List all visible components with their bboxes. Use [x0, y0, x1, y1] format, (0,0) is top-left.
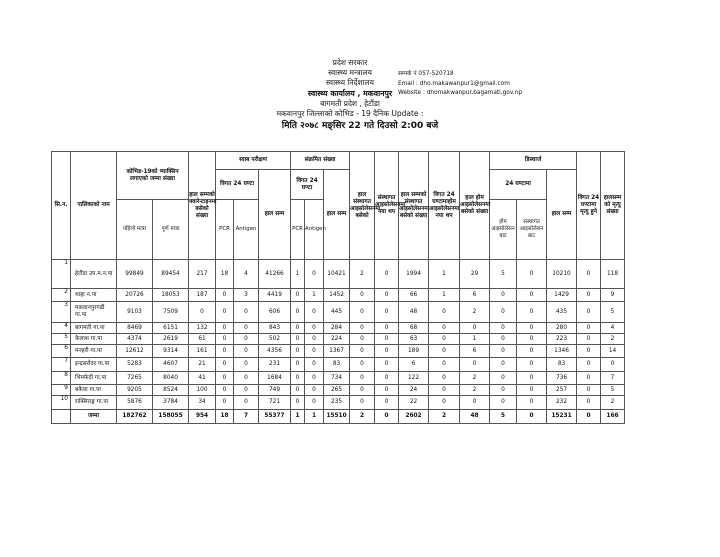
- row-cell: 0: [375, 260, 399, 289]
- row-cell: 0: [490, 358, 517, 372]
- row-sn: 6: [52, 345, 71, 358]
- row-cell: 0: [517, 385, 547, 396]
- row-cell: 0: [291, 372, 305, 385]
- header-discharge-home: होम आइसोलेसन बाट: [490, 200, 517, 260]
- row-cell: 83: [547, 358, 577, 372]
- row-municipality-name: राक्सिराङ्ग गा.पा: [71, 396, 117, 410]
- row-cell: 0: [577, 289, 601, 302]
- table-row: [52, 396, 625, 410]
- total-cell: 1: [291, 410, 305, 424]
- row-cell: 0: [577, 323, 601, 334]
- row-cell: 14: [601, 345, 625, 358]
- row-cell: 0: [234, 334, 259, 345]
- row-cell: 3784: [153, 396, 189, 410]
- row-cell: 0: [577, 334, 601, 345]
- row-cell: 61: [189, 334, 216, 345]
- row-cell: 6151: [153, 323, 189, 334]
- header-line-2: स्वास्थ्य मन्त्रालय: [328, 68, 372, 78]
- total-row: [52, 410, 625, 424]
- row-cell: 0: [305, 396, 324, 410]
- total-cell: 0: [517, 410, 547, 424]
- row-cell: 100: [189, 385, 216, 396]
- row-cell: 843: [259, 323, 291, 334]
- total-sn-blank: [52, 410, 71, 424]
- header-home-isolation: हाल सम्मको संस्थागत आइसोलेसनमा बसेको संख्या: [399, 152, 429, 260]
- header-infected-total: हाल सम्म: [324, 170, 350, 260]
- row-cell: 224: [324, 334, 350, 345]
- header-home-iso-current: हाल होम आइसोलेसनमा बसेको संख्या: [460, 152, 490, 260]
- total-cell: 2: [429, 410, 460, 424]
- row-sn: 1: [52, 260, 71, 289]
- table-row: [52, 358, 625, 372]
- row-cell: 2: [601, 396, 625, 410]
- row-cell: 0: [234, 358, 259, 372]
- row-cell: 502: [259, 334, 291, 345]
- row-cell: 0: [350, 289, 375, 302]
- row-cell: 8469: [117, 323, 153, 334]
- row-cell: 0: [429, 396, 460, 410]
- row-cell: 9103: [117, 302, 153, 323]
- total-cell: 158055: [153, 410, 189, 424]
- row-cell: 0: [234, 396, 259, 410]
- row-cell: 223: [547, 334, 577, 345]
- header-line-6: मकवानपुर जिल्लाको कोभिड - 19 दैनिक Update :: [276, 109, 424, 119]
- row-cell: 606: [259, 302, 291, 323]
- row-cell: 0: [234, 323, 259, 334]
- row-cell: 0: [350, 302, 375, 323]
- total-cell: 0: [577, 410, 601, 424]
- header-line-1: प्रदेश सरकार: [332, 58, 368, 67]
- row-cell: 0: [490, 372, 517, 385]
- row-cell: 5: [601, 385, 625, 396]
- row-cell: 0: [216, 289, 234, 302]
- row-municipality-name: मनहरी गा.पा: [71, 345, 117, 358]
- row-cell: 7: [601, 372, 625, 385]
- row-cell: 0: [375, 323, 399, 334]
- row-cell: 0: [305, 345, 324, 358]
- contact-phone: सम्पर्क नं 057-520718: [398, 71, 454, 77]
- row-cell: 0: [577, 302, 601, 323]
- row-cell: 0: [305, 302, 324, 323]
- row-cell: 435: [547, 302, 577, 323]
- row-cell: 2619: [153, 334, 189, 345]
- row-cell: 1: [460, 334, 490, 345]
- row-cell: 132: [189, 323, 216, 334]
- row-cell: 9314: [153, 345, 189, 358]
- row-cell: 118: [601, 260, 625, 289]
- row-cell: 0: [490, 334, 517, 345]
- row-cell: 0: [216, 345, 234, 358]
- row-cell: 0: [460, 358, 490, 372]
- row-cell: 0: [350, 385, 375, 396]
- header-inst-isolation-new: संस्थागत आइसोलेसनमा नया थप: [375, 152, 399, 260]
- header-line-4: स्वास्थ्य कार्यालय , मकवानपुर: [307, 88, 393, 98]
- total-cell: 55377: [259, 410, 291, 424]
- row-cell: 0: [517, 323, 547, 334]
- row-municipality-name: कैलाश गा.पा: [71, 334, 117, 345]
- row-cell: 0: [577, 358, 601, 372]
- row-cell: 0: [429, 345, 460, 358]
- row-cell: 1684: [259, 372, 291, 385]
- row-cell: 9: [601, 289, 625, 302]
- row-cell: 1: [291, 260, 305, 289]
- row-cell: 2: [460, 372, 490, 385]
- row-municipality-name: बकैया गा.पा: [71, 385, 117, 396]
- total-cell: 954: [189, 410, 216, 424]
- row-cell: 0: [305, 323, 324, 334]
- header-discharge-24: 24 घण्टामा: [490, 170, 547, 200]
- row-cell: 1994: [399, 260, 429, 289]
- header-name: पालिकाको नाम: [71, 152, 117, 260]
- row-cell: 0: [375, 345, 399, 358]
- covid-update-table: [51, 151, 625, 424]
- total-cell: 182762: [117, 410, 153, 424]
- row-cell: 4419: [259, 289, 291, 302]
- table-row: [52, 323, 625, 334]
- header-discharge-inst: संस्थागत आइसोलेसन बाट: [517, 200, 547, 260]
- row-cell: 0: [517, 289, 547, 302]
- row-cell: 0: [216, 302, 234, 323]
- row-cell: 0: [216, 358, 234, 372]
- row-cell: 18053: [153, 289, 189, 302]
- row-cell: 7265: [117, 372, 153, 385]
- header-swab-antigen: Antigen: [234, 200, 259, 260]
- row-cell: 0: [517, 302, 547, 323]
- header-quarantine: हाल सम्मको क्वारेन्टाइनमा बसेको संख्या: [189, 152, 216, 260]
- contact-email: Email : dho.makawanpur1@gmail.com: [398, 80, 510, 87]
- row-cell: 0: [375, 358, 399, 372]
- row-cell: 0: [350, 345, 375, 358]
- row-cell: 4374: [117, 334, 153, 345]
- row-cell: 34: [189, 396, 216, 410]
- row-cell: 0: [234, 372, 259, 385]
- header-first-dose: पहिलो मात्रा: [117, 200, 153, 260]
- row-cell: 0: [375, 372, 399, 385]
- total-cell: 18: [216, 410, 234, 424]
- row-cell: 445: [324, 302, 350, 323]
- row-cell: 5: [601, 302, 625, 323]
- total-cell: 0: [375, 410, 399, 424]
- contact-website: Website : dhomakwanpur.bagamati.gov.np: [398, 90, 523, 97]
- row-cell: 0: [375, 385, 399, 396]
- row-cell: 0: [291, 358, 305, 372]
- total-cell: 2: [350, 410, 375, 424]
- header-vaccine: कोभिड-19को भ्याक्सिन लगाएको जम्मा संख्या: [117, 152, 189, 200]
- row-cell: 235: [324, 396, 350, 410]
- row-municipality-name: मकवानपुरगढी गा.पा: [71, 302, 117, 323]
- table-row: [52, 334, 625, 345]
- row-cell: 0: [350, 396, 375, 410]
- row-cell: 4607: [153, 358, 189, 372]
- row-sn: 2: [52, 289, 71, 302]
- row-cell: 83: [324, 358, 350, 372]
- header-deaths-24: विगत 24 घण्टामा मृत्यु हुने: [577, 152, 601, 260]
- row-cell: 736: [547, 372, 577, 385]
- row-cell: 0: [291, 385, 305, 396]
- row-sn: 10: [52, 396, 71, 410]
- row-cell: 265: [324, 385, 350, 396]
- row-cell: 5: [490, 260, 517, 289]
- row-municipality-name: थाहा न.पा: [71, 289, 117, 302]
- row-cell: 0: [234, 302, 259, 323]
- row-cell: 0: [305, 334, 324, 345]
- row-cell: 1: [305, 289, 324, 302]
- row-cell: 0: [216, 396, 234, 410]
- row-cell: 0: [601, 358, 625, 372]
- row-cell: 1: [429, 260, 460, 289]
- row-cell: 0: [305, 260, 324, 289]
- row-cell: 29: [460, 260, 490, 289]
- row-cell: 0: [490, 345, 517, 358]
- row-cell: 6: [399, 358, 429, 372]
- row-cell: 0: [490, 289, 517, 302]
- row-cell: 8040: [153, 372, 189, 385]
- row-cell: 122: [399, 372, 429, 385]
- table-row: [52, 385, 625, 396]
- row-cell: 0: [577, 260, 601, 289]
- row-cell: 0: [216, 334, 234, 345]
- row-cell: 12612: [117, 345, 153, 358]
- contact-info: [398, 70, 522, 99]
- row-cell: 0: [350, 323, 375, 334]
- header-full-dose: पूर्ण मात्रा: [153, 200, 189, 260]
- row-cell: 20726: [117, 289, 153, 302]
- total-cell: 5: [490, 410, 517, 424]
- row-municipality-name: भिमफेदी गा.पा: [71, 372, 117, 385]
- row-sn: 3: [52, 302, 71, 323]
- row-cell: 0: [460, 396, 490, 410]
- row-sn: 7: [52, 358, 71, 372]
- row-cell: 18: [216, 260, 234, 289]
- row-cell: 48: [399, 302, 429, 323]
- row-cell: 0: [375, 396, 399, 410]
- row-cell: 0: [216, 385, 234, 396]
- header-infected: संक्रमित संख्या: [291, 152, 350, 170]
- row-cell: 257: [547, 385, 577, 396]
- row-cell: 4356: [259, 345, 291, 358]
- row-cell: 1367: [324, 345, 350, 358]
- row-cell: 4: [601, 323, 625, 334]
- row-cell: 9205: [117, 385, 153, 396]
- row-cell: 0: [517, 334, 547, 345]
- header-discharge-total: हाल सम्म: [547, 170, 577, 260]
- total-cell: 166: [601, 410, 625, 424]
- row-municipality-name: हेटौंडा उप.म.न.पा: [71, 260, 117, 289]
- header-infected-last24: विगत 24 घण्टा: [291, 170, 324, 200]
- row-cell: 10421: [324, 260, 350, 289]
- row-cell: 8524: [153, 385, 189, 396]
- header-swab-pcr: PCR: [216, 200, 234, 260]
- row-municipality-name: इन्द्रसरोवर गा.पा: [71, 358, 117, 372]
- row-cell: 280: [547, 323, 577, 334]
- header-discharge: डिस्चार्ज: [490, 152, 577, 170]
- row-cell: 0: [305, 372, 324, 385]
- total-cell: 1: [305, 410, 324, 424]
- row-cell: 0: [375, 302, 399, 323]
- table-row: [52, 302, 625, 323]
- row-cell: 2: [601, 334, 625, 345]
- row-cell: 0: [350, 372, 375, 385]
- row-cell: 0: [291, 345, 305, 358]
- row-cell: 0: [517, 372, 547, 385]
- row-cell: 10210: [547, 260, 577, 289]
- header-swab-last24: विगत 24 घण्टा: [216, 170, 259, 200]
- table-row: [52, 289, 625, 302]
- row-sn: 9: [52, 385, 71, 396]
- row-cell: 217: [189, 260, 216, 289]
- row-cell: 5283: [117, 358, 153, 372]
- row-cell: 1429: [547, 289, 577, 302]
- row-cell: 231: [259, 358, 291, 372]
- header-line-3: स्वास्थ्य निर्देशालय: [326, 78, 374, 88]
- row-cell: 0: [429, 372, 460, 385]
- row-cell: 0: [577, 345, 601, 358]
- row-cell: 0: [216, 372, 234, 385]
- header-infected-antigen: Antigen: [305, 200, 324, 260]
- row-cell: 0: [429, 385, 460, 396]
- row-cell: 0: [490, 396, 517, 410]
- row-municipality-name: बागमती गा.पा: [71, 323, 117, 334]
- row-cell: 0: [490, 385, 517, 396]
- row-cell: 284: [324, 323, 350, 334]
- row-cell: 232: [547, 396, 577, 410]
- row-cell: 0: [350, 334, 375, 345]
- row-cell: 24: [399, 385, 429, 396]
- row-cell: 2: [460, 302, 490, 323]
- row-cell: 0: [460, 323, 490, 334]
- row-cell: 0: [234, 345, 259, 358]
- row-cell: 1346: [547, 345, 577, 358]
- row-cell: 187: [189, 289, 216, 302]
- row-cell: 3: [234, 289, 259, 302]
- total-cell: 2602: [399, 410, 429, 424]
- row-cell: 4: [234, 260, 259, 289]
- row-cell: 0: [517, 260, 547, 289]
- row-cell: 2: [460, 385, 490, 396]
- total-cell: 48: [460, 410, 490, 424]
- row-cell: 0: [517, 396, 547, 410]
- header-swab-total: हाल सम्म: [259, 170, 291, 260]
- row-sn: 4: [52, 323, 71, 334]
- row-cell: 0: [305, 358, 324, 372]
- total-cell: 7: [234, 410, 259, 424]
- row-cell: 7509: [153, 302, 189, 323]
- row-cell: 0: [375, 334, 399, 345]
- row-cell: 66: [399, 289, 429, 302]
- report-date: मिति २०७८ मङ्सिर 22 गते दिउसो 2:00 बजे: [281, 121, 439, 131]
- header-infected-pcr: PCR: [291, 200, 305, 260]
- row-cell: 0: [305, 385, 324, 396]
- row-cell: 0: [490, 302, 517, 323]
- row-cell: 99849: [117, 260, 153, 289]
- row-cell: 68: [399, 323, 429, 334]
- row-cell: 0: [350, 358, 375, 372]
- row-sn: 8: [52, 372, 71, 385]
- row-cell: 0: [291, 302, 305, 323]
- header-line-5: बागमती प्रदेश , हेटौंडा: [320, 98, 380, 108]
- row-cell: 721: [259, 396, 291, 410]
- row-cell: 0: [577, 396, 601, 410]
- header-new-isolation-24: विगत 24 घण्टामाहोम आइसोलेसनमा नया थप: [429, 152, 460, 260]
- row-cell: 0: [291, 323, 305, 334]
- header-sn: सि.न.: [52, 152, 71, 260]
- row-cell: 1452: [324, 289, 350, 302]
- row-cell: 0: [577, 372, 601, 385]
- row-cell: 0: [216, 323, 234, 334]
- row-cell: 63: [399, 334, 429, 345]
- row-cell: 0: [375, 289, 399, 302]
- total-label: जम्मा: [71, 410, 117, 424]
- row-cell: 41: [189, 372, 216, 385]
- total-cell: 15510: [324, 410, 350, 424]
- row-cell: 0: [291, 289, 305, 302]
- row-cell: 0: [429, 358, 460, 372]
- row-cell: 5876: [117, 396, 153, 410]
- row-cell: 6: [460, 345, 490, 358]
- row-cell: 22: [399, 396, 429, 410]
- row-cell: 0: [517, 345, 547, 358]
- row-cell: 2: [350, 260, 375, 289]
- table-row: [52, 372, 625, 385]
- table-row: [52, 345, 625, 358]
- table-row: [52, 260, 625, 289]
- row-cell: 0: [490, 323, 517, 334]
- header-swab: स्वाब परीक्षण: [216, 152, 291, 170]
- row-cell: 749: [259, 385, 291, 396]
- row-sn: 5: [52, 334, 71, 345]
- row-cell: 0: [291, 334, 305, 345]
- row-cell: 89454: [153, 260, 189, 289]
- row-cell: 0: [517, 358, 547, 372]
- row-cell: 0: [189, 302, 216, 323]
- row-cell: 21: [189, 358, 216, 372]
- row-cell: 161: [189, 345, 216, 358]
- total-cell: 15231: [547, 410, 577, 424]
- row-cell: 6: [460, 289, 490, 302]
- row-cell: 189: [399, 345, 429, 358]
- table-body: [52, 260, 625, 424]
- row-cell: 734: [324, 372, 350, 385]
- row-cell: 1: [429, 289, 460, 302]
- header-deaths-total: हालसम्म को मृत्यु संख्या: [601, 152, 625, 260]
- row-cell: 0: [577, 385, 601, 396]
- row-cell: 0: [429, 334, 460, 345]
- header-inst-isolation: हाल संस्थागत आइसोलेसनमा बसेको: [350, 152, 375, 260]
- row-cell: 0: [429, 323, 460, 334]
- row-cell: 41266: [259, 260, 291, 289]
- row-cell: 0: [429, 302, 460, 323]
- row-cell: 0: [234, 385, 259, 396]
- row-cell: 0: [291, 396, 305, 410]
